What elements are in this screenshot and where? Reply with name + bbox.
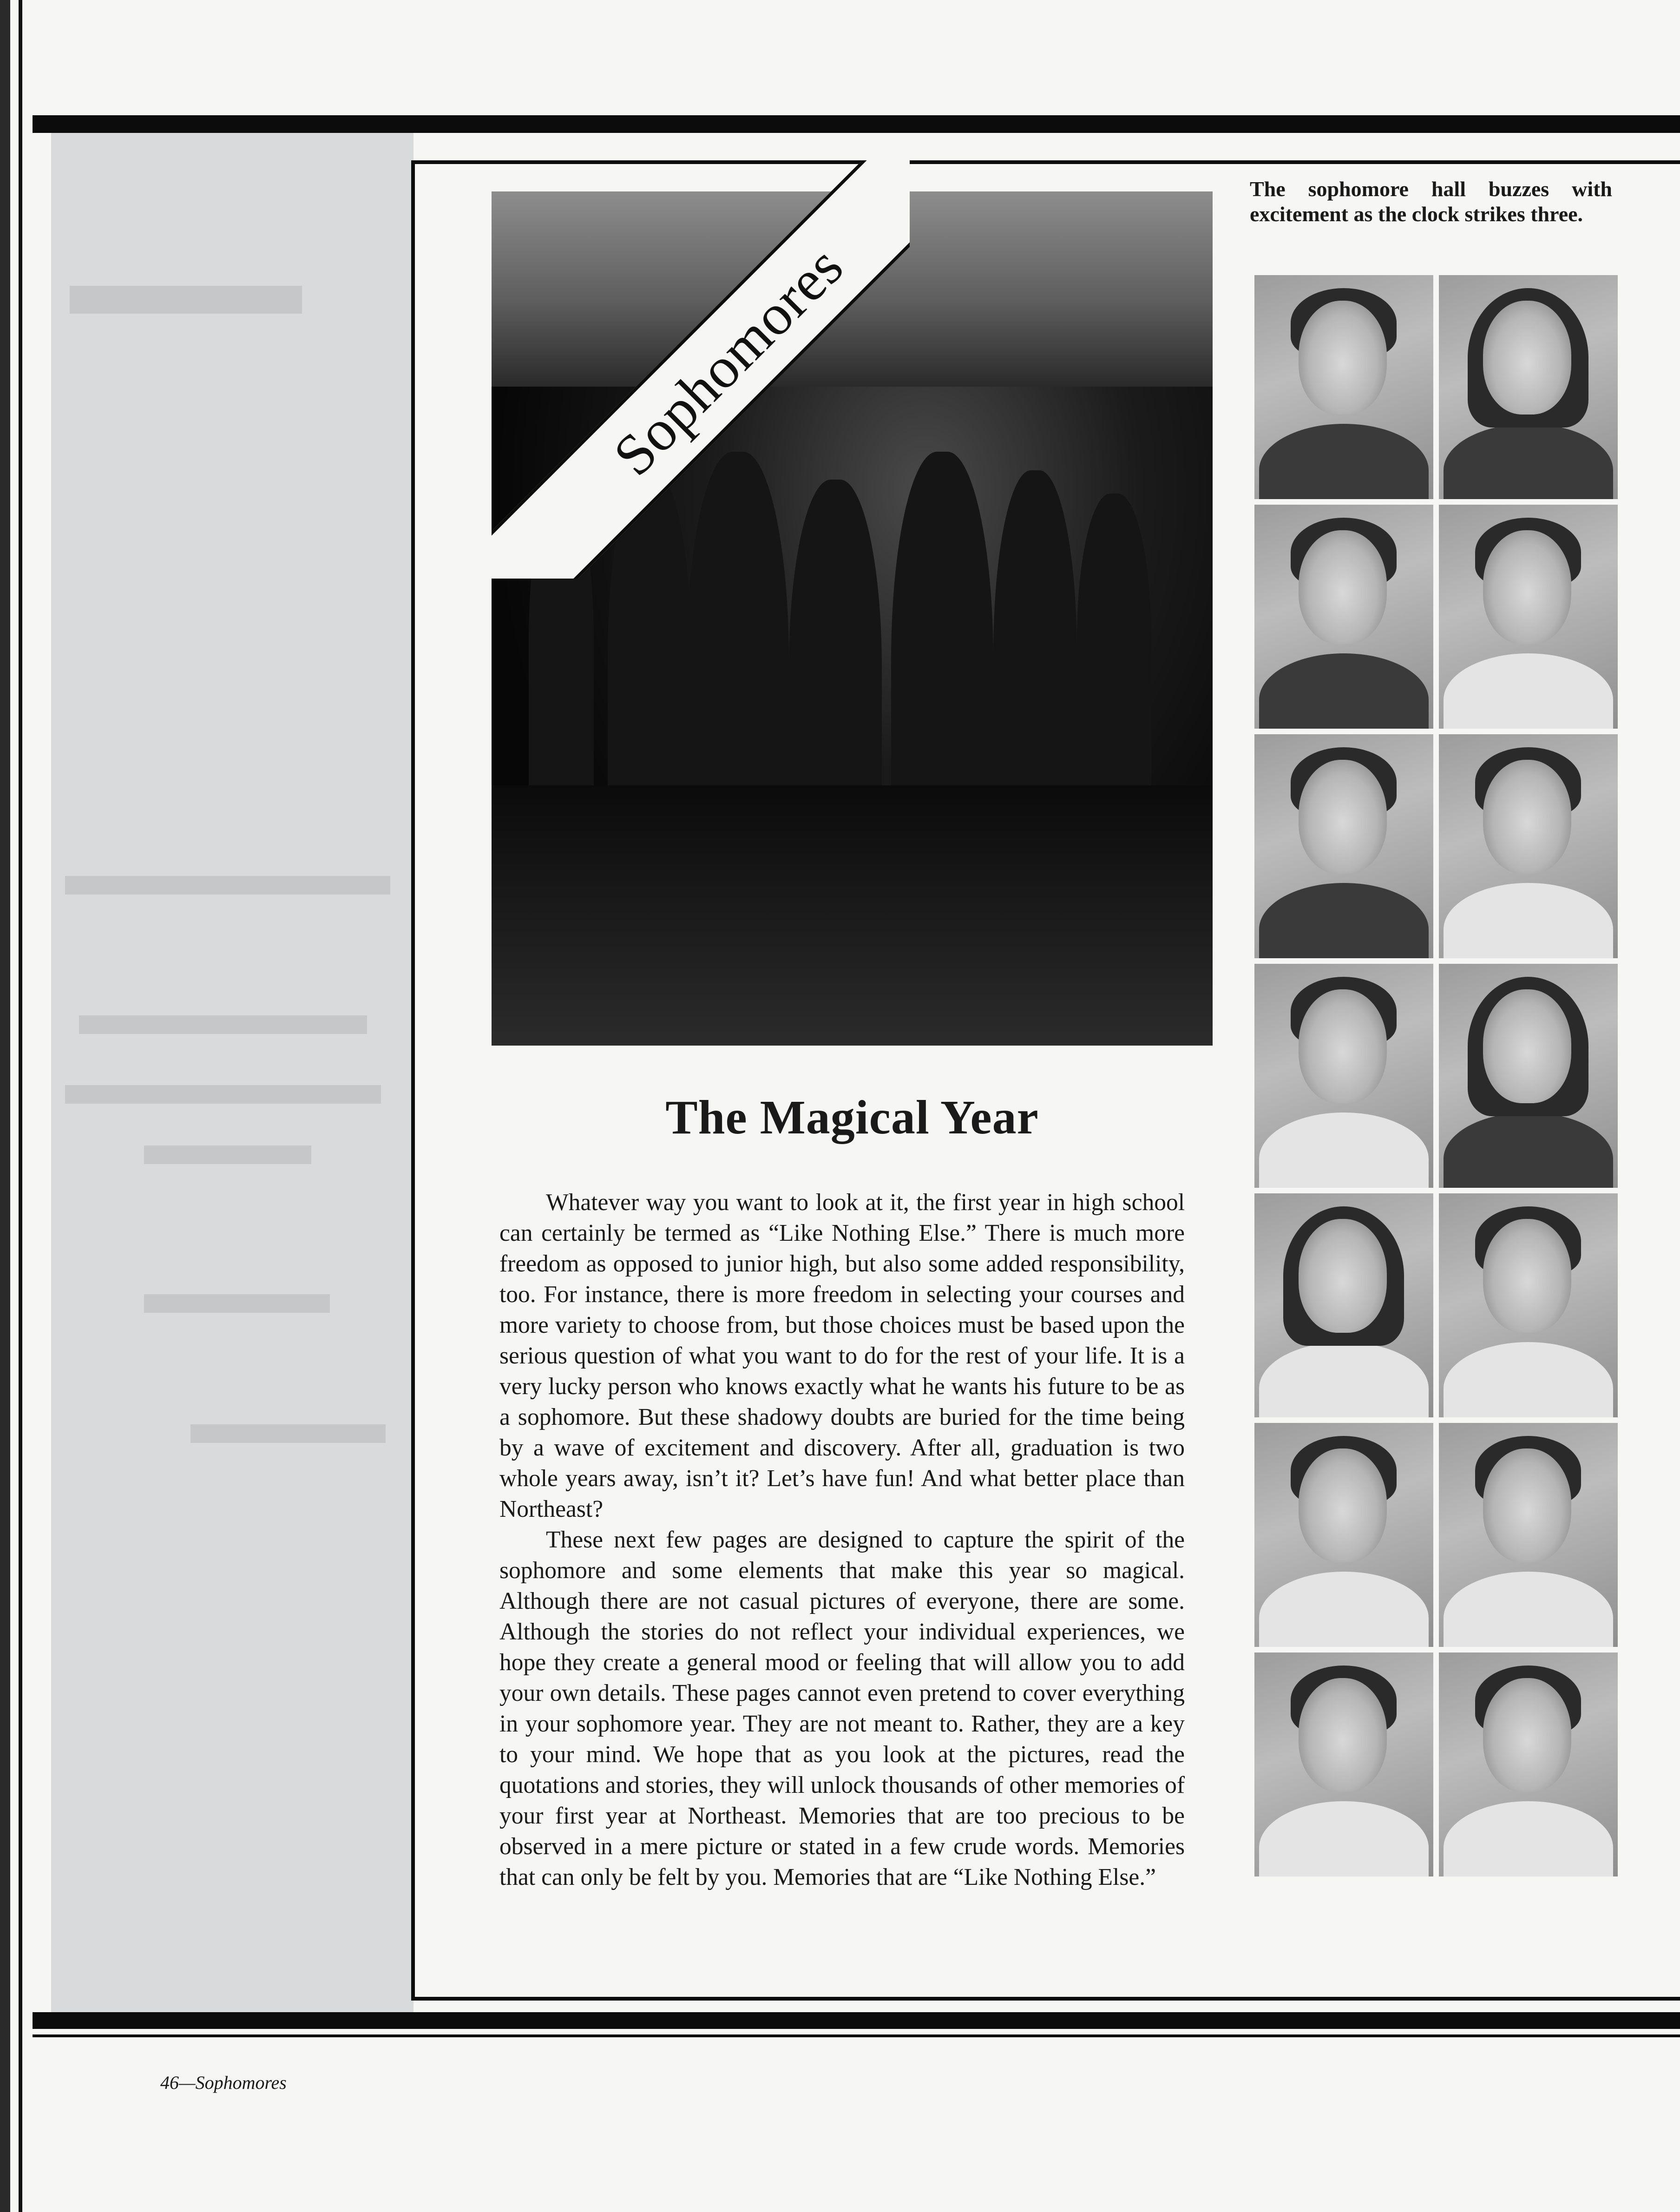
article-paragraph-1: Whatever way you want to look at it, the first year in high school can certainly be termed as “Like Nothing Else.” There is much more freedom as opposed to junior high, but also some added responsibility, too. For instance, there is more freedom in selecting your courses and more variety to choose from, but those choices must be based upon the serious question of what you want to do for the rest of your life. It is a very lucky person who knows exactly what he wants his future to be as a sophomore. But these shadowy doubts are buried for the time being by a wave of excitement and discovery. After all, graduation is two whole years away, isn’t it? Let’s have fun! And what better place than Northeast?: [499, 1189, 1185, 1522]
photo-caption: The sophomore hall buzzes with excitement as the clock strikes three.: [1250, 177, 1612, 226]
bottom-rule-thin: [33, 2034, 1680, 2037]
student-portrait: [1254, 1423, 1433, 1647]
article-paragraph-2: These next few pages are designed to capture the spirit of the sophomore and some elements that make this year so magical. Although there are not casual pictures of everyone, there are some. Although the stories do not reflect your individual experiences, we hope they create a general mood or feeling that will allow you to add your own details. These pages cannot even pretend to cover everything in your sophomore year. They are not meant to. Rather, they are a key to your mind. We hope that as you look at the pictures, read the quotations and stories, they will unlock thousands of other memories of your first year at Northeast. Memories that are too precious to be observed in a mere picture or stated in a few crude words. Memories that can only be felt by you. Memories that are “Like Nothing Else.”: [499, 1527, 1185, 1890]
binding-edge: [0, 0, 10, 2212]
floor: [492, 785, 1213, 1046]
student-portrait: [1439, 1652, 1618, 1876]
top-rule: [33, 115, 1680, 133]
student-portrait: [1254, 275, 1433, 499]
student-portrait: [1254, 1652, 1433, 1876]
section-banner-wrap: [492, 160, 910, 579]
article-body: [499, 1187, 1185, 1893]
page-headline: The Magical Year: [665, 1091, 1039, 1144]
student-portrait: [1439, 964, 1618, 1188]
student-portrait: [1439, 1423, 1618, 1647]
student-portrait: [1254, 964, 1433, 1188]
binding-line: [19, 0, 22, 2212]
student-portrait: [1439, 505, 1618, 729]
student-portrait: [1439, 1193, 1618, 1417]
portrait-grid: [1254, 275, 1618, 1876]
facing-page-bleed: [51, 132, 413, 2012]
section-banner: Sophomores: [492, 160, 910, 579]
student-portrait: [1254, 734, 1433, 958]
student-portrait: [1439, 734, 1618, 958]
student-portrait: [1439, 275, 1618, 499]
student-portrait: [1254, 505, 1433, 729]
page-folio: 46—Sophomores: [160, 2072, 287, 2093]
bottom-rule: [33, 2012, 1680, 2029]
student-portrait: [1254, 1193, 1433, 1417]
